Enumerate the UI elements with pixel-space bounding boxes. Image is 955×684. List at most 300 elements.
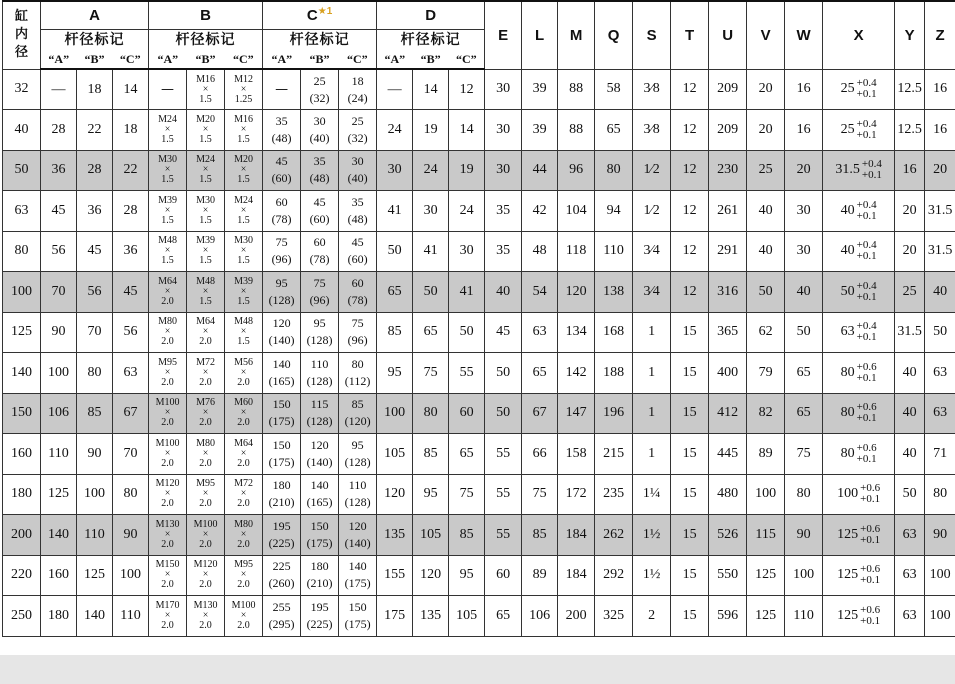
dim-c-cell [301,110,339,151]
thread-spec-line: M80 [234,518,253,530]
dim-e-cell: 50 [485,393,522,434]
dim-d-cell: 41 [449,272,485,313]
dim-d-cell: 100 [377,393,413,434]
dim-q-cell: 80 [595,150,633,191]
thread-spec-line: M120 [193,559,218,571]
dim-d-cell: — [377,69,413,110]
rod-mark-b-1: “A” [149,51,187,69]
dim-c-cell [339,393,377,434]
dim-d-cell: 50 [449,312,485,353]
dim-d-cell: 14 [449,110,485,151]
thread-spec-line: M95 [196,478,215,490]
dim-b-thread-cell: — [149,69,187,110]
dim-m-cell: 134 [558,312,595,353]
dim-c-line: (175) [268,414,295,429]
dim-c-line: (78) [309,252,330,267]
dim-c-cell [301,434,339,475]
dim-c-cell [263,474,301,515]
thread-spec-line: M64 [196,316,215,328]
thread-spec-line: 2.0 [161,619,174,631]
dim-d-cell: 12 [449,69,485,110]
group-header-a: A [41,1,149,29]
dim-c-cell [339,555,377,596]
dim-b-thread-cell [187,555,225,596]
dim-x-value: 63 [840,324,855,340]
dim-d-cell: 75 [449,474,485,515]
rod-mark-label-c: 杆径标记 [263,29,377,51]
dim-x-tolerance [857,362,877,384]
dim-c-line: 95 [313,316,326,331]
thread-spec-line: M100 [193,518,218,530]
tolerance-line: +0.1 [860,493,881,506]
bore-cell: 125 [3,312,41,353]
thread-spec-line: × [164,609,171,621]
dim-c-cell [301,596,339,637]
dim-c-line: 80 [351,356,364,371]
dim-d-cell: 30 [449,231,485,272]
thread-spec-line: M120 [155,478,180,490]
thread-spec-line: × [240,366,247,378]
dim-w-cell: 80 [785,474,823,515]
dim-d-cell: 19 [413,110,449,151]
bore-cell: 100 [3,272,41,313]
dim-s-cell: 3⁄4 [633,272,671,313]
dim-a-cell: 100 [77,474,113,515]
dim-b-thread-cell [225,515,263,556]
thread-spec-line: × [202,245,209,257]
dim-x-value: 40 [840,243,855,259]
dim-b-thread-cell [149,393,187,434]
dim-b-thread-cell [149,353,187,394]
tolerance-line: +0.1 [856,209,877,222]
dim-e-cell: 40 [485,272,522,313]
dim-l-cell: 75 [522,474,558,515]
tolerance-line: +0.1 [860,614,881,627]
dim-a-cell: 80 [113,474,149,515]
dim-d-cell: 55 [449,353,485,394]
dim-c-line: 195 [272,518,291,533]
thread-spec-line: M20 [234,154,253,166]
dim-v-cell: 20 [747,110,785,151]
thread-spec-line: 1.5 [161,255,174,267]
thread-spec-line: 2.0 [237,579,250,591]
dim-q-cell: 58 [595,69,633,110]
table-row [3,312,955,353]
dim-b-thread-cell [225,393,263,434]
dim-a-cell: 45 [77,231,113,272]
thread-spec-line: 2.0 [237,538,250,550]
thread-spec-line: 2.0 [199,336,212,348]
dim-b-thread-cell [187,69,225,110]
dim-e-cell: 30 [485,110,522,151]
table-row [3,434,955,475]
rod-mark-label-d: 杆径标记 [377,29,485,51]
table-row [3,191,955,232]
thread-spec-line: × [164,285,171,297]
dim-d-cell: 175 [377,596,413,637]
dim-c-line: 85 [351,397,364,412]
dim-x-cell [823,393,895,434]
dim-e-cell: 30 [485,150,522,191]
dim-s-cell: 2 [633,596,671,637]
dim-v-cell: 125 [747,555,785,596]
dim-d-cell: 65 [413,312,449,353]
dim-x-tolerance [857,200,877,222]
dim-a-cell: 160 [41,555,77,596]
table-row [3,69,955,110]
dim-t-cell: 15 [671,596,709,637]
dim-w-cell: 65 [785,353,823,394]
dim-d-cell: 41 [413,231,449,272]
thread-spec-line: 2.0 [199,498,212,510]
dim-q-cell: 168 [595,312,633,353]
dim-w-cell: 65 [785,393,823,434]
dim-x-tolerance [860,524,880,546]
dim-c-line: 75 [275,235,288,250]
col-header-l: L [522,1,558,69]
thread-spec-line: M24 [234,194,253,206]
dim-b-thread-cell [225,110,263,151]
dim-y-cell: 31.5 [895,312,925,353]
thread-spec-line: M16 [234,113,253,125]
dim-c-line: 110 [348,478,367,493]
dim-x-value: 25 [840,121,855,137]
dim-x-cell [823,150,895,191]
bore-cell: 150 [3,393,41,434]
dim-u-cell: 230 [709,150,747,191]
dim-a-cell: 63 [113,353,149,394]
dim-c-cell [263,110,301,151]
dim-c-line: 150 [348,599,367,614]
dim-u-cell: 445 [709,434,747,475]
dim-b-thread-cell [149,150,187,191]
dim-x-cell [823,191,895,232]
dim-m-cell: 104 [558,191,595,232]
tolerance-line: +0.4 [856,279,877,292]
bore-cell: 50 [3,150,41,191]
dim-z-cell: 31.5 [925,191,955,232]
tolerance-line: +0.1 [856,412,877,425]
dim-c-line: (96) [271,252,292,267]
dim-x-tolerance [857,321,877,343]
dim-q-cell: 138 [595,272,633,313]
rod-mark-a-1: “A” [41,51,77,69]
dim-v-cell: 79 [747,353,785,394]
thread-spec-line: × [202,366,209,378]
dim-c-line: (32) [347,130,368,145]
dim-b-thread-cell [187,272,225,313]
dim-s-cell: 1¼ [633,474,671,515]
dim-a-cell: 56 [41,231,77,272]
dim-d-cell: 135 [377,515,413,556]
dim-c-line: (96) [347,333,368,348]
dim-m-cell: 200 [558,596,595,637]
dim-b-thread-cell [225,69,263,110]
thread-spec-line: × [240,488,247,500]
dim-s-cell: 1½ [633,515,671,556]
rod-mark-b-3: “C” [225,51,263,69]
dim-y-cell: 63 [895,555,925,596]
dim-y-cell: 12.5 [895,69,925,110]
bore-label: 缸内径 [14,9,28,61]
dim-a-cell: 90 [113,515,149,556]
dim-a-cell: 110 [77,515,113,556]
dim-q-cell: 325 [595,596,633,637]
thread-spec-line: × [240,528,247,540]
rod-mark-c-2: “B” [301,51,339,69]
bore-cell: 32 [3,69,41,110]
dim-c-line: (120) [344,414,371,429]
dim-c-line: (175) [344,576,371,591]
dim-a-cell: 90 [77,434,113,475]
dim-c-line: 115 [310,397,329,412]
dim-b-thread-cell [225,150,263,191]
dim-x-value: 50 [840,283,855,299]
dim-x-value: 80 [840,445,855,461]
group-header-c [263,1,377,29]
thread-spec-line: × [240,204,247,216]
rod-mark-c-3: “C” [339,51,377,69]
dim-b-thread-cell [225,312,263,353]
dim-c-cell [301,69,339,110]
dim-b-thread-cell [225,596,263,637]
thread-spec-line: M12 [234,73,253,85]
dim-c-cell [339,515,377,556]
dim-x-cell [823,272,895,313]
dim-c-cell [339,150,377,191]
thread-spec-line: M72 [196,356,215,368]
dim-d-cell: 95 [413,474,449,515]
dim-c-line: (112) [344,373,371,388]
thread-spec-line: 2.0 [237,619,250,631]
dim-u-cell: 526 [709,515,747,556]
dim-d-cell: 105 [413,515,449,556]
thread-spec-line: × [240,609,247,621]
thread-spec-line: × [202,164,209,176]
dim-c-line: 45 [313,194,326,209]
thread-spec-line: 1.25 [234,93,253,105]
thread-spec-line: M76 [196,397,215,409]
bore-cell: 200 [3,515,41,556]
dim-c-cell [339,474,377,515]
dim-z-cell: 20 [925,150,955,191]
thread-spec-line: 2.0 [199,376,212,388]
dim-s-cell: 3⁄8 [633,69,671,110]
dim-c-line: (210) [306,576,333,591]
dim-l-cell: 39 [522,69,558,110]
dim-y-cell: 50 [895,474,925,515]
thread-spec-line: M39 [158,194,177,206]
dim-c-cell [339,191,377,232]
dim-c-line: (128) [306,373,333,388]
dim-c-line: (48) [347,211,368,226]
dim-c-line: 95 [275,275,288,290]
dim-c-line: 30 [313,113,326,128]
dim-a-cell: 22 [113,150,149,191]
dim-c-line: (128) [344,454,371,469]
dim-d-cell: 75 [413,353,449,394]
thread-spec-line: 1.5 [161,214,174,226]
tolerance-line: +0.6 [856,441,877,454]
thread-spec-line: M72 [234,478,253,490]
dim-b-thread-cell [187,353,225,394]
dim-u-cell: 261 [709,191,747,232]
dim-b-thread-cell [149,312,187,353]
thread-spec-line: × [164,326,171,338]
dim-c-line: 120 [310,437,329,452]
dim-x-cell [823,596,895,637]
dim-c-cell [263,393,301,434]
dim-m-cell: 158 [558,434,595,475]
dim-b-thread-cell [149,231,187,272]
tolerance-line: +0.1 [856,331,877,344]
dim-c-cell [263,312,301,353]
thread-spec-line: 2.0 [161,417,174,429]
dim-e-cell: 55 [485,474,522,515]
tolerance-line: +0.1 [861,169,882,182]
dim-v-cell: 82 [747,393,785,434]
dim-c-cell [301,353,339,394]
tolerance-line: +0.6 [860,482,881,495]
dim-c-line: 140 [348,559,367,574]
dim-t-cell: 15 [671,515,709,556]
dim-t-cell: 12 [671,231,709,272]
dim-e-cell: 45 [485,312,522,353]
dim-c-cell [301,272,339,313]
dim-c-line: 120 [272,316,291,331]
dim-m-cell: 142 [558,353,595,394]
dim-q-cell: 292 [595,555,633,596]
thread-spec-line: × [240,569,247,581]
tolerance-line: +0.6 [860,603,881,616]
dim-s-cell: 3⁄8 [633,110,671,151]
thread-spec-line: × [164,204,171,216]
col-header-w: W [785,1,823,69]
dim-v-cell: 40 [747,231,785,272]
thread-spec-line: 1.5 [237,255,250,267]
dim-m-cell: 96 [558,150,595,191]
dim-a-cell: 36 [41,150,77,191]
dim-l-cell: 67 [522,393,558,434]
dim-a-cell: 70 [113,434,149,475]
thread-spec-line: M170 [155,599,180,611]
col-header-m: M [558,1,595,69]
dim-c-cell [263,596,301,637]
dim-c-line: (48) [271,130,292,145]
dim-l-cell: 39 [522,110,558,151]
thread-spec-line: M64 [234,437,253,449]
dim-m-cell: 118 [558,231,595,272]
dim-a-cell: 18 [77,69,113,110]
dim-d-cell: 30 [377,150,413,191]
tolerance-line: +0.1 [856,250,877,263]
thread-spec-line: M16 [196,73,215,85]
dim-x-value: 125 [837,526,859,542]
dim-b-thread-cell [187,515,225,556]
dim-z-cell: 90 [925,515,955,556]
dim-x-value: 125 [837,607,859,623]
dim-a-cell: 85 [77,393,113,434]
thread-spec-line: 2.0 [199,579,212,591]
dim-u-cell: 550 [709,555,747,596]
dim-y-cell: 40 [895,434,925,475]
tolerance-line: +0.1 [856,128,877,141]
dim-s-cell: 3⁄4 [633,231,671,272]
dim-c-line: (128) [268,292,295,307]
dim-c-line: (295) [268,616,295,631]
dim-d-cell: 85 [413,434,449,475]
dim-d-cell: 85 [377,312,413,353]
dim-b-thread-cell [187,596,225,637]
dim-u-cell: 365 [709,312,747,353]
dim-c-line: 180 [310,559,329,574]
table-row [3,353,955,394]
dim-c-line: 140 [272,356,291,371]
dim-z-cell: 50 [925,312,955,353]
thread-spec-line: × [202,83,209,95]
dim-c-cell [339,272,377,313]
thread-spec-line: 1.5 [199,214,212,226]
dim-c-cell [263,555,301,596]
tolerance-line: +0.4 [856,198,877,211]
dim-d-cell: 95 [377,353,413,394]
dim-d-cell: 85 [449,515,485,556]
dim-a-cell: 56 [77,272,113,313]
thread-spec-line: M95 [158,356,177,368]
dim-y-cell: 16 [895,150,925,191]
dim-a-cell: 45 [113,272,149,313]
dim-t-cell: 15 [671,312,709,353]
dim-b-thread-cell [187,434,225,475]
dim-s-cell: 1 [633,393,671,434]
dim-l-cell: 66 [522,434,558,475]
dim-c-cell [339,596,377,637]
tolerance-line: +0.6 [856,401,877,414]
dim-d-cell: 105 [377,434,413,475]
table-row [3,110,955,151]
dim-e-cell: 35 [485,231,522,272]
dim-c-line: 30 [351,154,364,169]
dim-l-cell: 63 [522,312,558,353]
dim-c-line: (60) [309,211,330,226]
dim-a-cell: 110 [113,596,149,637]
col-header-z: Z [925,1,955,69]
dim-a-cell: 45 [41,191,77,232]
dim-x-cell [823,69,895,110]
dim-b-thread-cell [149,515,187,556]
tolerance-line: +0.4 [856,239,877,252]
dim-d-cell: 19 [449,150,485,191]
dim-e-cell: 60 [485,555,522,596]
dim-c-line: 45 [275,154,288,169]
dim-l-cell: 65 [522,353,558,394]
dim-a-cell: 18 [113,110,149,151]
dim-x-cell [823,110,895,151]
dim-c-line: (78) [347,292,368,307]
dim-t-cell: 15 [671,434,709,475]
dim-m-cell: 172 [558,474,595,515]
col-header-y: Y [895,1,925,69]
thread-spec-line: M30 [158,154,177,166]
dim-e-cell: 50 [485,353,522,394]
dim-t-cell: 12 [671,150,709,191]
dim-z-cell: 63 [925,393,955,434]
thread-spec-line: × [164,366,171,378]
dim-a-cell: 67 [113,393,149,434]
dim-c-cell [301,231,339,272]
dim-u-cell: 291 [709,231,747,272]
thread-spec-line: 2.0 [199,417,212,429]
